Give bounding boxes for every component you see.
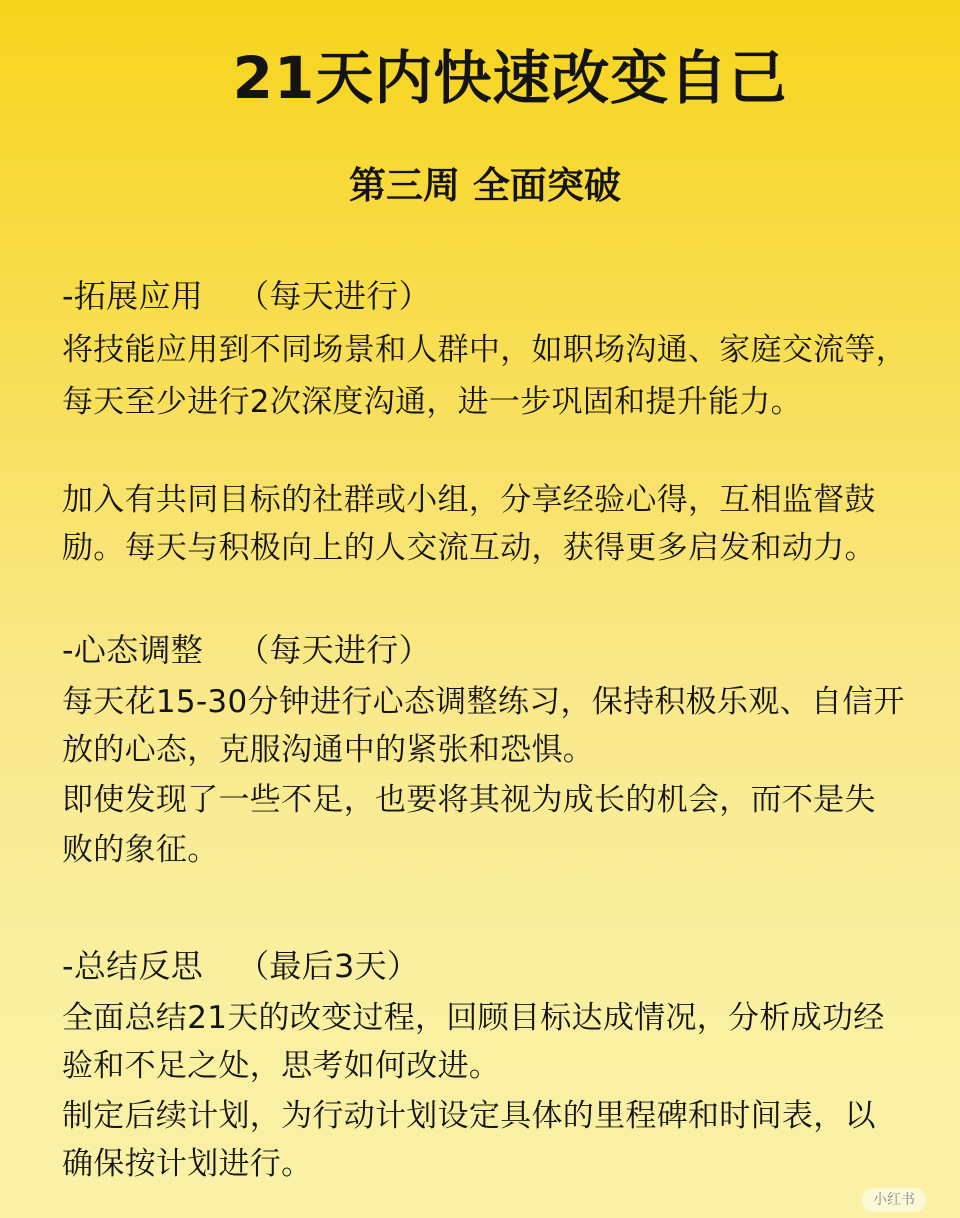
- section-heading-text: -总结反思: [62, 947, 204, 985]
- paragraph-line: 验和不足之处，思考如何改进。: [62, 1048, 501, 1084]
- paragraph-line: 全面总结21天的改变过程，回顾目标达成情况，分析成功经: [62, 1000, 885, 1036]
- paragraph-line: 确保按计划进行。: [62, 1146, 313, 1182]
- section-heading-mindset-adjustment: [62, 628, 431, 672]
- section-heading-note: （每天进行）: [237, 277, 431, 315]
- paragraph-line: 败的象征。: [62, 832, 219, 868]
- section-heading-text: -拓展应用: [62, 277, 204, 315]
- watermark-logo: 小红书: [862, 1188, 926, 1212]
- page-subtitle: 第三周 全面突破: [349, 164, 621, 207]
- section-heading-text: -心态调整: [62, 631, 204, 669]
- paragraph-line: 加入有共同目标的社群或小组，分享经验心得，互相监督鼓: [62, 482, 876, 518]
- section-heading-note: （每天进行）: [237, 631, 431, 669]
- paragraph-line: 每天至少进行2次深度沟通，进一步巩固和提升能力。: [62, 384, 802, 420]
- section-heading-expand-application: [62, 274, 431, 318]
- paragraph-line: 即使发现了一些不足，也要将其视为成长的机会，而不是失: [62, 782, 876, 818]
- paragraph-line: 制定后续计划，为行动计划设定具体的里程碑和时间表，以: [62, 1098, 876, 1134]
- paragraph-line: 将技能应用到不同场景和人群中，如职场沟通、家庭交流等，: [62, 332, 908, 368]
- section-heading-summary-reflection: [62, 944, 419, 988]
- paragraph-line: 放的心态，克服沟通中的紧张和恐惧。: [62, 732, 595, 768]
- paragraph-line: 励。每天与积极向上的人交流互动，获得更多启发和动力。: [62, 530, 876, 566]
- paragraph-line: 每天花15-30分钟进行心态调整练习，保持积极乐观、自信开: [62, 684, 905, 720]
- page-title: 21天内快速改变自己: [232, 44, 788, 112]
- section-heading-note: （最后3天）: [237, 947, 420, 985]
